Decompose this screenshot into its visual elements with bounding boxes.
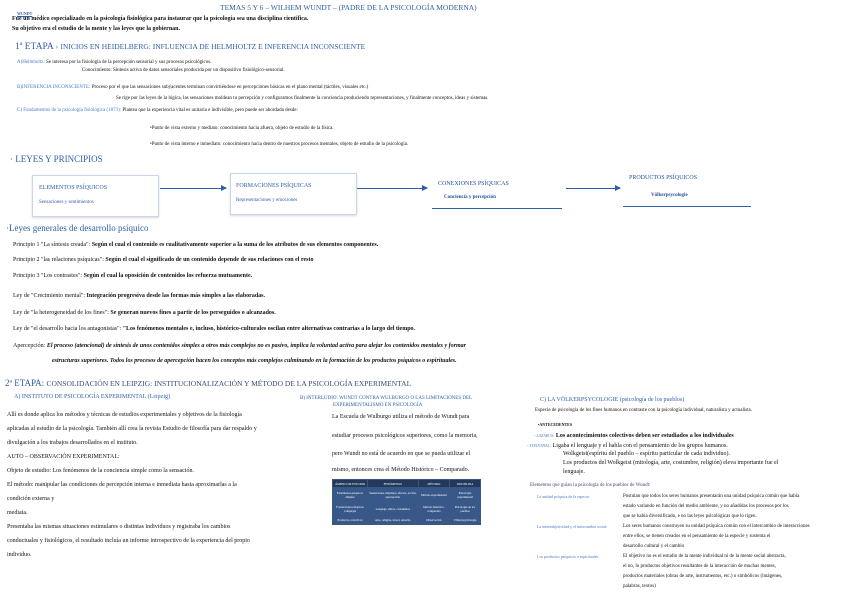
colC-steinthal: - STEINTHAL: Ligaba el lenguaje y el habla con el pensamiento de los grupos humanos. <box>527 443 728 449</box>
table-header: DISCIPLINA <box>450 480 481 488</box>
colC-steinthal-line: Wolkgeist(espíritu del pueblo – espíritu particular de cada individuo). <box>563 451 730 457</box>
ley-item: Ley de "Crecimiento mental": Integración progresiva desde las formas más simples a las elaboradas. <box>13 293 265 299</box>
etapa1-item-a-line2: Conocimiento: Síntesis activa de datos sensoriales producida por un dispositivo fisiológico-sensorial. <box>82 68 285 73</box>
etapa2-heading <box>5 378 411 389</box>
etapa1-item-a: A)Helmholtz: Se interesa por la fisiología de la percepción sensorial y sus procesos psicológicos. <box>17 60 212 65</box>
ley-item: Ley de "el desarrollo hacia los antagonistas": "Los fenómenos mentales e, incluso, histórico-culturales oscilan entre alternativas contrarias a lo largo del tiempo. <box>13 326 416 332</box>
table-row: Productos colectivos Arte, religión, moral, derecho Observación Völkerpsychologie <box>333 516 481 524</box>
colC-steinthal-line: Los productos del Wolkgeist (mitología, arte, costumbre, religión) eleva importante fue el <box>563 460 779 466</box>
table-header: MÉTODO <box>418 480 449 488</box>
etapa1-subtitle: INICIOS EN HEIDELBERG: INFLUENCIA DE HELMHOLTZ E INFERENCIA INCONSCIENTE <box>60 42 366 51</box>
ley-item: Principio 1 "La síntesis creada": Según el cual el contenido es cualitativamente superior a la suma de los atributos de sus elementos componentes. <box>13 242 379 248</box>
box-productos-sub: Völkerpsycologie <box>651 193 688 198</box>
leyes-heading: · LEYES Y PRINCIPIOS <box>10 154 103 164</box>
etapa1-bullet-2: •Punto de vista interno e inmediato: conocimiento hacia dentro de nuestros procesos mentales, objeto de estudio de la psicología. <box>150 142 409 147</box>
box-conexiones-title: CONEXIONES PSÍQUICAS <box>438 181 509 187</box>
box-formaciones-psiquicas <box>230 173 357 215</box>
etapa1-item-b-line2: Se rige por las leyes de la lógica, las sensaciones moldean tu percepción y configuramos finalmente la conciencia produciendo representaciones, y finalmente conceptos, ideas y sistemas. <box>116 96 489 101</box>
colC-elementos-title: Elementos que guían la psicología de los pueblos de Wundt: <box>530 483 651 488</box>
colA-title: A) INSTITUTO DE PSICOLOGÍA EXPERIMENTAL (Leipzig) <box>14 394 170 400</box>
etapa1-number: 1ª ETAPA <box>15 42 54 52</box>
colC-lazarus: - LAZARUS: Los acontecimientos colectivos deben ser estudiados a los individuales <box>534 433 734 439</box>
page-title: TEMAS 5 Y 6 – WILHEM WUNDT – (PADRE DE LA PSICOLOGÍA MODERNA) <box>220 3 477 12</box>
colB-title-2: EXPERIMENTALISMO EN PSICOLOGÍA <box>333 403 423 408</box>
ley-item: Principio 3 "Los contrastes": Según el cual la oposición de contenidos los refuerza mutuamente. <box>13 273 253 279</box>
colC-antecedentes: •ANTECEDENTES <box>538 422 573 427</box>
etapa2-subtitle: CONSOLIDACIÓN EN LEIPZIG: INSTITUCIONALIZACIÓN Y MÉTODO DE LA PSICOLOGÍA EXPERIMENTAL <box>46 379 412 388</box>
comparison-table <box>332 479 481 525</box>
apercepcion-line-1: Apercepción: El proceso (atencional) de síntesis de unos contenidos simples a otros más complejos no es pasivo, implica la voluntad activa para alejar los contenidos mentales y formar <box>13 343 466 349</box>
table-header: ÁMBITO DE ESTUDIO <box>333 480 368 488</box>
etapa1-heading: 1ª ETAPA › INICIOS EN HEIDELBERG: INFLUENCIA DE HELMHOLTZ E INFERENCIA INCONSCIENTE <box>15 42 366 52</box>
arrow-3 <box>566 188 620 189</box>
intro-line-1: Fue un médico especializado en la psicología fisiológica para instaurar que la psicología sea una disciplina científica. <box>12 16 309 22</box>
table-header: FENÓMENOS <box>368 480 419 488</box>
box-elementos-title: ELEMENTOS PSÍQUICOS <box>39 185 108 191</box>
leyes-generales-heading: ·Leyes generales de desarrollo psíquico <box>6 223 149 233</box>
intro-line-2: Su objetivo era el estudio de la mente y las leyes que la gobiernan. <box>12 26 180 32</box>
etapa1-item-b: B)INFERENCIA INCONSCIENTE: Proceso por el que las sensaciones subyacentes terminan convirtiéndose en percepciones básicas en el plano mental (táctiles, visuales etc.) <box>17 85 369 90</box>
ley-item: Ley de "la heterogeneidad de los fines": Se generan nuevos fines a partir de los perseguidos o alcanzados. <box>13 310 276 316</box>
box-conexiones-sub: Conciencia y percepción <box>444 195 496 200</box>
etapa1-bullet-1: •Punto de vista externo y mediato: conocimiento hacia afuera, objeto de estudio de la física. <box>150 126 334 131</box>
ley-item: Principio 2 "las relaciones psíquicas": Según el cual el significado de un contenido depende de sus relaciones con el resto <box>13 257 314 263</box>
etapa2-number: 2ª ETAPA: <box>5 378 45 388</box>
table-row: Formaciones psíquicas complejas Lenguaje, mitos, costumbres Método histórico-comparado Psicología de los pueblos <box>333 502 481 516</box>
arrow-1 <box>160 188 226 189</box>
box-formaciones-sub: Representaciones y emociones <box>236 198 298 203</box>
table-row: Fenómenos psíquicos simples Sensaciones, impulsos, afectos, acción, apercepción Método experimental Psicología experimental <box>333 488 481 502</box>
etapa1-item-c: C) Fundamentos de la psicología fisiológica (1873): Plantea que la experiencia vital es unitaria e indivisible, pero puede ser abordada desde: <box>17 108 298 113</box>
colB-title-1: B) INTERLUDIO: WUNDT CONTRA WULBURGO O LAS LIMITACIONES DEL <box>300 396 473 401</box>
box-elementos-sub: Sensaciones y sentimientos <box>39 200 94 205</box>
wundt-label: WUNDT <box>17 11 33 16</box>
box-conexiones-psiquicas <box>432 172 562 209</box>
box-productos-psiquicos <box>623 168 751 207</box>
colC-title: C) LA VÖLKERPSYCOLOGIE (psicología de los pueblos) <box>540 397 685 403</box>
colC-steinthal-line: lenguaje. <box>563 469 585 475</box>
box-formaciones-title: FORMACIONES PSÍQUICAS <box>236 183 312 189</box>
apercepcion-line-2: estructuras superiores. Todos los procesos de apercepción hacen los conceptos más complejos culminando en la formación de los productos psíquicos o espirituales. <box>52 358 457 364</box>
arrow-2 <box>357 188 427 189</box>
colC-intro: Especie de psicología de los fines humanos en contraste con la psicología individual, naturalista y actualista. <box>535 408 753 413</box>
box-productos-title: PRODUCTOS PSÍQUICOS <box>629 175 698 181</box>
box-elementos-psiquicos <box>32 175 159 217</box>
